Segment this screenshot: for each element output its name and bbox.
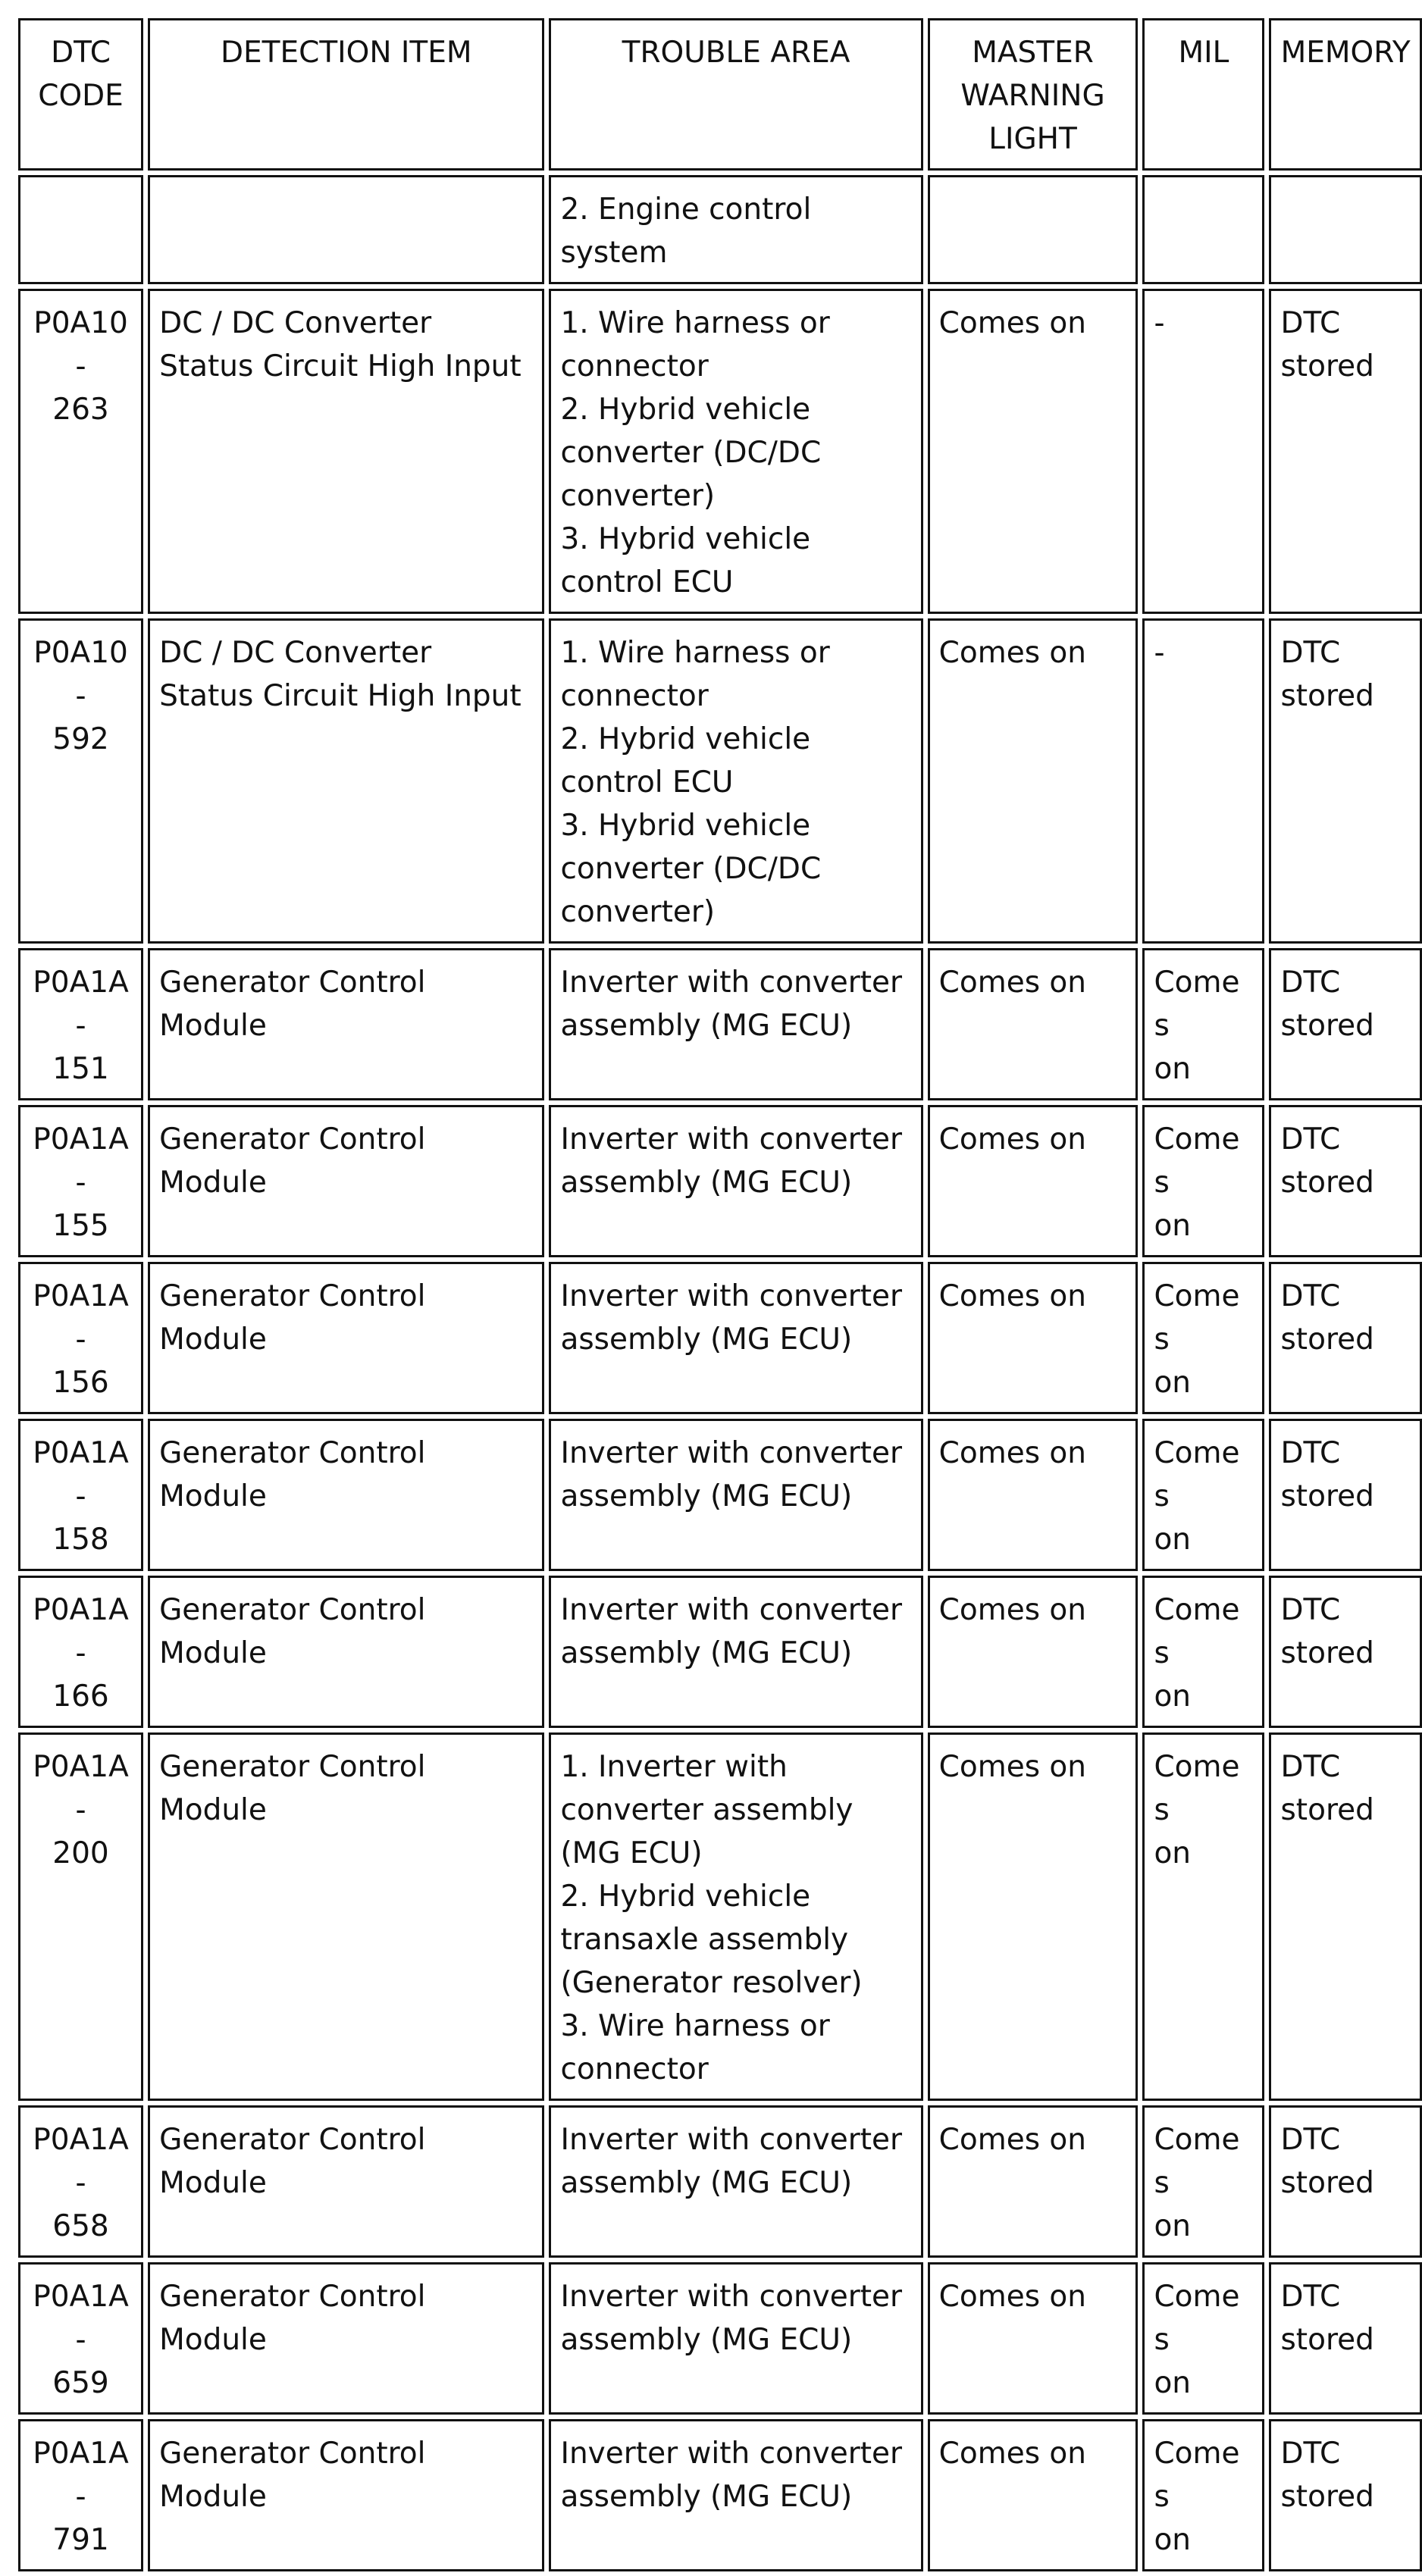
detection-item-cell: Generator Control Module xyxy=(148,2262,544,2415)
memory-cell xyxy=(1269,2105,1421,2258)
mil-cell xyxy=(1142,948,1264,1100)
dtc-code-line2: 592 xyxy=(52,722,109,756)
memory-line2: stored xyxy=(1280,1322,1374,1357)
dtc-code-line2: 155 xyxy=(52,1209,109,1243)
dtc-code-cell xyxy=(18,1262,143,1414)
table-row xyxy=(18,2105,1422,2258)
memory-cell xyxy=(1269,1732,1421,2101)
table-row xyxy=(18,2262,1422,2415)
dtc-code-line2: 156 xyxy=(52,1366,109,1400)
dtc-code-cell xyxy=(18,2262,143,2415)
trouble-area-line: Inverter with converter assembly (MG ECU) xyxy=(560,2280,903,2357)
header-light-line1: MASTER xyxy=(972,36,1094,70)
dtc-code-line1: P0A1A- xyxy=(33,1279,129,1357)
master-warning-light-cell: Comes on xyxy=(928,618,1139,944)
trouble-area-cell xyxy=(549,948,922,1100)
memory-line1: DTC xyxy=(1280,966,1341,1000)
memory-line1: DTC xyxy=(1280,1436,1341,1470)
trouble-area-cell xyxy=(549,2419,922,2571)
trouble-area-line: 1. Inverter with converter assembly (MG ECU) xyxy=(560,1750,854,1870)
trouble-area-line: 3. Hybrid vehicle control ECU xyxy=(560,522,811,599)
master-warning-light-cell xyxy=(928,175,1139,284)
dtc-code-line1: P0A1A- xyxy=(33,1593,129,1670)
mil-line2: on xyxy=(1154,2523,1192,2557)
memory-cell xyxy=(1269,2262,1421,2415)
memory-line1: DTC xyxy=(1280,1279,1341,1313)
master-warning-light-cell: Comes on xyxy=(928,2262,1139,2415)
memory-cell xyxy=(1269,175,1421,284)
memory-line2: stored xyxy=(1280,1793,1374,1827)
mil-cell xyxy=(1142,289,1264,614)
table-row xyxy=(18,1419,1422,1571)
memory-line2: stored xyxy=(1280,1636,1374,1670)
master-warning-light-cell: Comes on xyxy=(928,2105,1139,2258)
detection-item-cell: Generator Control Module xyxy=(148,2105,544,2258)
trouble-area-cell xyxy=(549,175,922,284)
mil-line2: on xyxy=(1154,2366,1192,2400)
dtc-code-line1: P0A1A- xyxy=(33,2280,129,2357)
trouble-area-line: 2. Hybrid vehicle transaxle assembly (Generator resolver) xyxy=(560,1880,863,2000)
mil-line1: Comes xyxy=(1154,1750,1240,1827)
dtc-code-cell xyxy=(18,1576,143,1728)
dtc-code-line2: 263 xyxy=(52,393,109,427)
header-dtc-code-line1: DTC xyxy=(51,36,111,70)
trouble-area-cell xyxy=(549,289,922,614)
table-row xyxy=(18,618,1422,944)
trouble-area-line: Inverter with converter assembly (MG ECU) xyxy=(560,966,903,1043)
memory-cell xyxy=(1269,289,1421,614)
memory-line2: stored xyxy=(1280,2166,1374,2200)
dtc-code-line2: 200 xyxy=(52,1836,109,1870)
memory-line1: DTC xyxy=(1280,636,1341,670)
master-warning-light-cell: Comes on xyxy=(928,1732,1139,2101)
memory-line2: stored xyxy=(1280,1009,1374,1043)
memory-cell xyxy=(1269,1105,1421,1257)
memory-line1: DTC xyxy=(1280,1750,1341,1784)
mil-line2: on xyxy=(1154,1679,1192,1714)
detection-item-cell: Generator Control Module xyxy=(148,1576,544,1728)
dtc-code-cell xyxy=(18,289,143,614)
trouble-area-cell xyxy=(549,1419,922,1571)
dtc-code-cell xyxy=(18,2419,143,2571)
dtc-code-line1: P0A1A- xyxy=(33,2437,129,2514)
mil-line1: Comes xyxy=(1154,2123,1240,2200)
dtc-code-cell xyxy=(18,2105,143,2258)
dtc-code-cell xyxy=(18,948,143,1100)
table-body xyxy=(18,175,1422,2571)
memory-cell xyxy=(1269,2419,1421,2571)
mil-cell xyxy=(1142,175,1264,284)
header-trouble-area: TROUBLE AREA xyxy=(549,18,922,171)
trouble-area-cell xyxy=(549,2105,922,2258)
trouble-area-line: 2. Engine control system xyxy=(560,192,812,270)
table-row xyxy=(18,948,1422,1100)
table-row xyxy=(18,1576,1422,1728)
master-warning-light-cell: Comes on xyxy=(928,2419,1139,2571)
dtc-code-line2: 166 xyxy=(52,1679,109,1714)
mil-cell xyxy=(1142,1576,1264,1728)
dtc-code-cell xyxy=(18,1105,143,1257)
mil-line1: - xyxy=(1154,636,1165,670)
detection-item-cell: Generator Control Module xyxy=(148,1262,544,1414)
memory-line2: stored xyxy=(1280,1166,1374,1200)
trouble-area-cell xyxy=(549,1576,922,1728)
memory-cell xyxy=(1269,1419,1421,1571)
dtc-code-line1: P0A1A- xyxy=(33,1122,129,1200)
mil-line1: Comes xyxy=(1154,1593,1240,1670)
trouble-area-line: 2. Hybrid vehicle control ECU xyxy=(560,722,811,800)
detection-item-cell xyxy=(148,175,544,284)
table-row xyxy=(18,1262,1422,1414)
trouble-area-line: Inverter with converter assembly (MG ECU) xyxy=(560,2123,903,2200)
mil-cell xyxy=(1142,1732,1264,2101)
memory-cell xyxy=(1269,948,1421,1100)
header-detection-item: DETECTION ITEM xyxy=(148,18,544,171)
trouble-area-cell xyxy=(549,1105,922,1257)
trouble-area-line: Inverter with converter assembly (MG ECU) xyxy=(560,2437,903,2514)
mil-cell xyxy=(1142,2105,1264,2258)
trouble-area-line: 3. Wire harness or connector xyxy=(560,2009,830,2086)
detection-item-cell: Generator Control Module xyxy=(148,2419,544,2571)
mil-cell xyxy=(1142,1105,1264,1257)
detection-item-cell: Generator Control Module xyxy=(148,1105,544,1257)
master-warning-light-cell: Comes on xyxy=(928,1576,1139,1728)
mil-line1: Comes xyxy=(1154,1436,1240,1513)
mil-line2: on xyxy=(1154,2209,1192,2243)
trouble-area-line: Inverter with converter assembly (MG ECU) xyxy=(560,1279,903,1357)
detection-item-cell: DC / DC Converter Status Circuit High Input xyxy=(148,618,544,944)
dtc-code-cell xyxy=(18,618,143,944)
mil-line2: on xyxy=(1154,1209,1192,1243)
master-warning-light-cell: Comes on xyxy=(928,1262,1139,1414)
header-dtc-code xyxy=(18,18,143,171)
trouble-area-line: 1. Wire harness or connector xyxy=(560,306,830,383)
mil-cell xyxy=(1142,618,1264,944)
mil-cell xyxy=(1142,1262,1264,1414)
mil-line2: on xyxy=(1154,1523,1192,1557)
dtc-code-cell xyxy=(18,1732,143,2101)
dtc-code-cell xyxy=(18,1419,143,1571)
master-warning-light-cell: Comes on xyxy=(928,948,1139,1100)
memory-line2: stored xyxy=(1280,1479,1374,1513)
memory-line1: DTC xyxy=(1280,2437,1341,2471)
memory-line1: DTC xyxy=(1280,1122,1341,1157)
memory-cell xyxy=(1269,1576,1421,1728)
memory-line1: DTC xyxy=(1280,2280,1341,2314)
mil-line1: Comes xyxy=(1154,2437,1240,2514)
header-light-line3: LIGHT xyxy=(988,122,1077,156)
detection-item-cell: Generator Control Module xyxy=(148,1732,544,2101)
header-mil: MIL xyxy=(1142,18,1264,171)
trouble-area-line: 3. Hybrid vehicle converter (DC/DC converter) xyxy=(560,809,822,929)
mil-cell xyxy=(1142,2419,1264,2571)
memory-cell xyxy=(1269,618,1421,944)
header-memory: MEMORY xyxy=(1269,18,1421,171)
detection-item-cell: Generator Control Module xyxy=(148,948,544,1100)
memory-line2: stored xyxy=(1280,349,1374,383)
mil-cell xyxy=(1142,1419,1264,1571)
table-row xyxy=(18,289,1422,614)
mil-line2: on xyxy=(1154,1052,1192,1086)
table-row xyxy=(18,175,1422,284)
memory-line2: stored xyxy=(1280,679,1374,713)
table-row xyxy=(18,2419,1422,2571)
table-row xyxy=(18,1732,1422,2101)
trouble-area-line: Inverter with converter assembly (MG ECU) xyxy=(560,1593,903,1670)
mil-line1: Comes xyxy=(1154,1279,1240,1357)
trouble-area-cell xyxy=(549,618,922,944)
mil-line1: Comes xyxy=(1154,2280,1240,2357)
memory-line1: DTC xyxy=(1280,306,1341,340)
trouble-area-line: 1. Wire harness or connector xyxy=(560,636,830,713)
dtc-table xyxy=(14,14,1422,2576)
trouble-area-line: Inverter with converter assembly (MG ECU) xyxy=(560,1122,903,1200)
memory-line2: stored xyxy=(1280,2323,1374,2357)
memory-cell xyxy=(1269,1262,1421,1414)
dtc-code-line2: 158 xyxy=(52,1523,109,1557)
master-warning-light-cell: Comes on xyxy=(928,1419,1139,1571)
mil-line1: Comes xyxy=(1154,966,1240,1043)
master-warning-light-cell: Comes on xyxy=(928,289,1139,614)
table-header-row xyxy=(18,18,1422,171)
memory-line1: DTC xyxy=(1280,2123,1341,2157)
dtc-code-line1: P0A1A- xyxy=(33,966,129,1043)
dtc-code-line2: 151 xyxy=(52,1052,109,1086)
dtc-code-line1: P0A10- xyxy=(33,306,128,383)
header-light-line2: WARNING xyxy=(960,79,1105,113)
dtc-code-line2: 658 xyxy=(52,2209,109,2243)
header-dtc-code-line2: CODE xyxy=(38,79,124,113)
dtc-code-line1: P0A10- xyxy=(33,636,128,713)
table-row xyxy=(18,1105,1422,1257)
dtc-code-line1: P0A1A- xyxy=(33,1750,129,1827)
dtc-code-line1: P0A1A- xyxy=(33,2123,129,2200)
dtc-code-line2: 659 xyxy=(52,2366,109,2400)
trouble-area-line: 2. Hybrid vehicle converter (DC/DC converter) xyxy=(560,393,822,513)
memory-line1: DTC xyxy=(1280,1593,1341,1627)
mil-cell xyxy=(1142,2262,1264,2415)
mil-line2: on xyxy=(1154,1836,1192,1870)
dtc-document-page xyxy=(14,14,1422,2576)
trouble-area-line: Inverter with converter assembly (MG ECU) xyxy=(560,1436,903,1513)
dtc-code-line2: 791 xyxy=(52,2523,109,2557)
mil-line2: on xyxy=(1154,1366,1192,1400)
mil-line1: Comes xyxy=(1154,1122,1240,1200)
master-warning-light-cell: Comes on xyxy=(928,1105,1139,1257)
dtc-code-line1: P0A1A- xyxy=(33,1436,129,1513)
trouble-area-cell xyxy=(549,2262,922,2415)
dtc-code-cell xyxy=(18,175,143,284)
trouble-area-cell xyxy=(549,1732,922,2101)
memory-line2: stored xyxy=(1280,2480,1374,2514)
detection-item-cell: Generator Control Module xyxy=(148,1419,544,1571)
header-master-warning-light xyxy=(928,18,1139,171)
mil-line1: - xyxy=(1154,306,1165,340)
trouble-area-cell xyxy=(549,1262,922,1414)
detection-item-cell: DC / DC Converter Status Circuit High Input xyxy=(148,289,544,614)
